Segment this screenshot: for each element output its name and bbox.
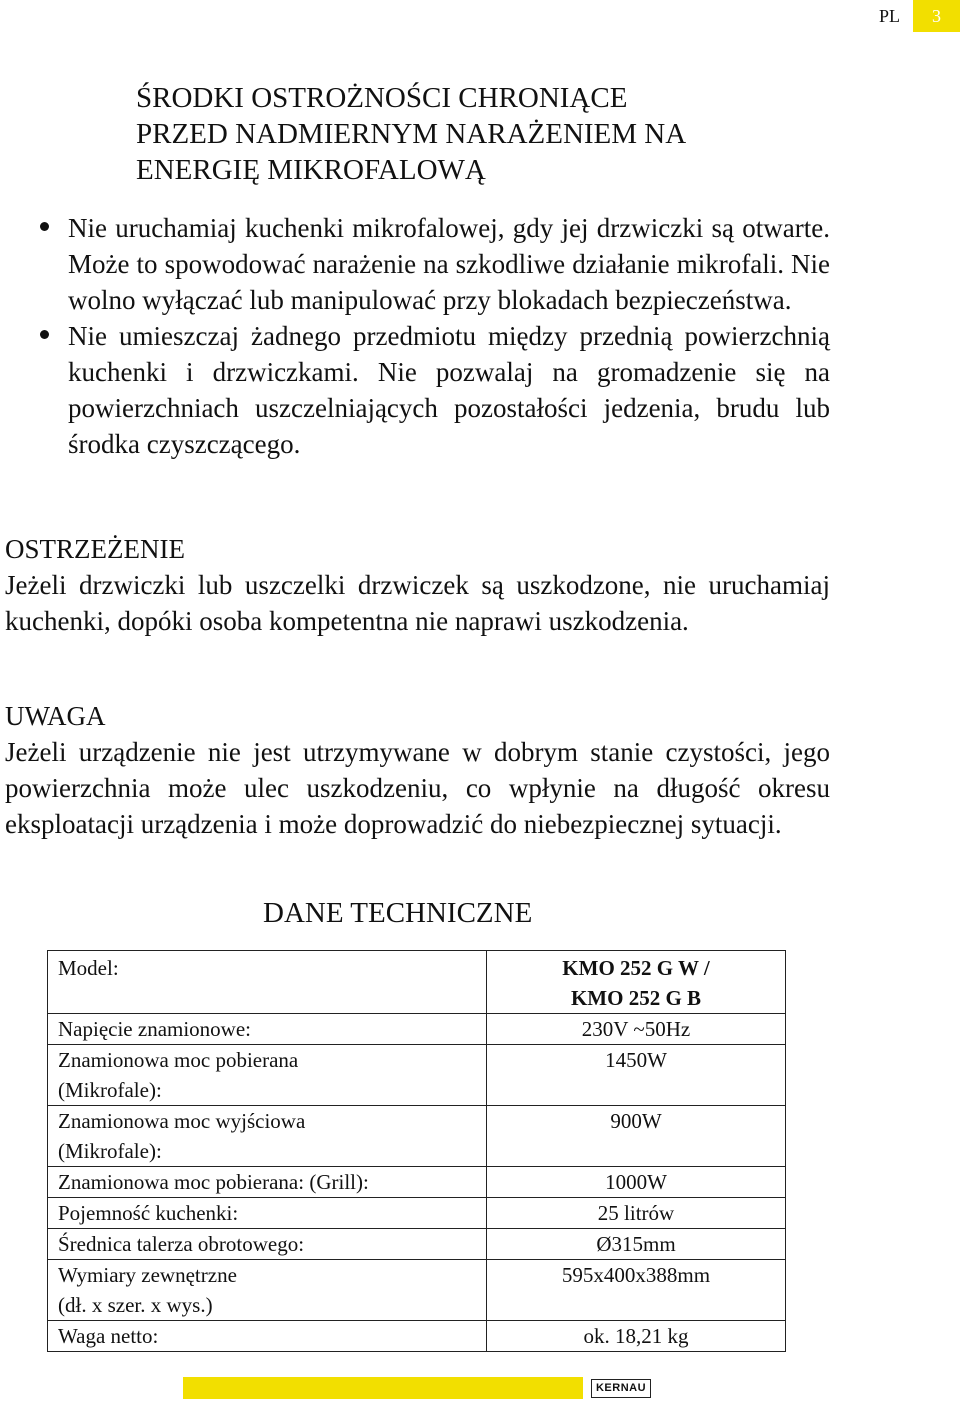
- spec-value: [487, 1229, 786, 1260]
- spec-value: [487, 1106, 786, 1167]
- spec-label-line: Pojemność kuchenki:: [58, 1201, 239, 1225]
- spec-value: [487, 1260, 786, 1321]
- spec-label: [48, 1260, 487, 1321]
- spec-value: [487, 1167, 786, 1198]
- safety-bullet-list: [0, 210, 830, 462]
- bullet-item: [0, 318, 830, 462]
- language-label: PL: [878, 6, 900, 26]
- warning-text: Jeżeli drzwiczki lub uszczelki drzwiczek są uszkodzone, nie uruchamiaj kuchenki, dopóki osoba kompetentna nie naprawi uszkodzenia.: [5, 570, 830, 636]
- spec-row: [48, 1260, 786, 1321]
- spec-row: [48, 1167, 786, 1198]
- spec-label-line: Waga netto:: [58, 1324, 159, 1348]
- section-title: [136, 80, 836, 188]
- bullet-text: Nie umieszczaj żadnego przedmiotu między przednią powierzchnią kuchenki i drzwiczkami. Nie pozwalaj na gromadzenie się na powierzchniach uszczelniających pozostałości jedzenia, brudu lub środka czyszczącego.: [68, 321, 830, 459]
- tech-data-title: DANE TECHNICZNE: [263, 897, 533, 929]
- spec-label: [48, 1106, 487, 1167]
- spec-label-line: (Mikrofale):: [58, 1139, 162, 1163]
- spec-value-line: ok. 18,21 kg: [583, 1324, 689, 1348]
- spec-row: [48, 1321, 786, 1352]
- spec-row: [48, 1229, 786, 1260]
- spec-label: [48, 1045, 487, 1106]
- spec-value-line: 230V ~50Hz: [581, 1017, 691, 1041]
- spec-value-line: KMO 252 G B: [570, 986, 702, 1010]
- spec-value: [487, 1321, 786, 1352]
- spec-label-line: Napięcie znamionowe:: [58, 1017, 251, 1041]
- spec-label-line: Znamionowa moc wyjściowa: [58, 1109, 306, 1133]
- bullet-icon: [40, 330, 49, 339]
- spec-value-line: KMO 252 G W /: [562, 956, 710, 980]
- warning-heading: OSTRZEŻENIE: [5, 534, 185, 564]
- spec-label-line: Średnica talerza obrotowego:: [58, 1232, 305, 1256]
- brand-logo: KERNAU: [591, 1379, 651, 1398]
- bullet-icon: [40, 222, 49, 231]
- spec-row: [48, 951, 786, 1014]
- spec-value: [487, 1198, 786, 1229]
- spec-label: [48, 1198, 487, 1229]
- spec-label: [48, 1014, 487, 1045]
- spec-label-line: (dł. x szer. x wys.): [58, 1293, 213, 1317]
- warning-section: [5, 531, 830, 639]
- spec-value: [487, 1014, 786, 1045]
- spec-value-line: Ø315mm: [596, 1232, 676, 1256]
- spec-value-line: 1450W: [605, 1048, 667, 1072]
- spec-label: [48, 951, 487, 1014]
- note-heading: UWAGA: [5, 701, 106, 731]
- spec-row: [48, 1014, 786, 1045]
- footer-accent-bar: [183, 1377, 583, 1399]
- spec-label-line: (Mikrofale):: [58, 1078, 162, 1102]
- title-line: ENERGIĘ MIKROFALOWĄ: [136, 154, 486, 186]
- page-number: 3: [913, 0, 960, 32]
- title-line: PRZED NADMIERNYM NARAŻENIEM NA: [136, 118, 687, 150]
- spec-value-line: 1000W: [605, 1170, 667, 1194]
- bullet-item: [0, 210, 830, 318]
- spec-value-line: 25 litrów: [597, 1201, 675, 1225]
- spec-label-line: Znamionowa moc pobierana: [58, 1048, 299, 1072]
- spec-value: [487, 1045, 786, 1106]
- spec-label: [48, 1229, 487, 1260]
- spec-label: [48, 1167, 487, 1198]
- spec-value-line: 595x400x388mm: [561, 1263, 711, 1287]
- spec-label-line: Wymiary zewnętrzne: [58, 1263, 237, 1287]
- title-line: ŚRODKI OSTROŻNOŚCI CHRONIĄCE: [136, 82, 628, 114]
- spec-value: [487, 951, 786, 1014]
- spec-row: [48, 1198, 786, 1229]
- spec-row: [48, 1045, 786, 1106]
- note-section: [5, 698, 830, 842]
- bullet-text: Nie uruchamiaj kuchenki mikrofalowej, gdy jej drzwiczki są otwarte. Może to spowodować narażenie na szkodliwe działanie mikrofali. Nie wolno wyłączać lub manipulować przy blokadach bezpieczeństwa.: [68, 213, 830, 315]
- spec-label: [48, 1321, 487, 1352]
- spec-label-line: Model:: [58, 956, 119, 980]
- tech-specs-table: [47, 950, 786, 1352]
- note-text: Jeżeli urządzenie nie jest utrzymywane w dobrym stanie czystości, jego powierzchnia może ulec uszkodzeniu, co wpłynie na długość okresu eksploatacji urządzenia i może doprowadzić do niebezpiecznej sytuacji.: [5, 737, 830, 839]
- spec-value-line: 900W: [610, 1109, 662, 1133]
- spec-label-line: Znamionowa moc pobierana: (Grill):: [58, 1170, 369, 1194]
- spec-row: [48, 1106, 786, 1167]
- page-header: [866, 0, 960, 32]
